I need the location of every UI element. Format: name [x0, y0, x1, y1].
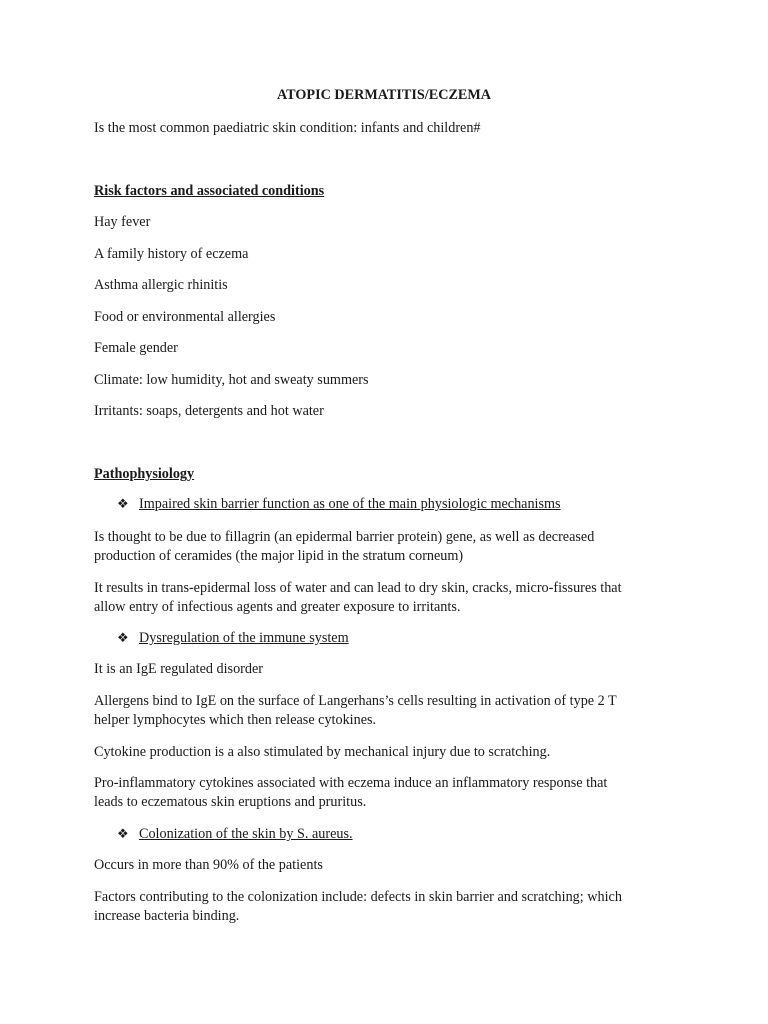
document-title: ATOPIC DERMATITIS/ECZEMA [276, 87, 492, 103]
paragraph-line: allow entry of infectious agents and greater exposure to irritants. [94, 599, 461, 615]
risk-item: Female gender [94, 340, 178, 356]
risk-factors-heading: Risk factors and associated conditions [94, 183, 325, 199]
paragraph-line: production of ceramides (the major lipid in the stratum corneum) [94, 548, 464, 564]
paragraph-line: Is thought to be due to fillagrin (an epidermal barrier protein) gene, as well as decreased [94, 529, 595, 545]
bullet-item [117, 628, 349, 648]
paragraph-line: It results in trans-epidermal loss of water and can lead to dry skin, cracks, micro-fissures that [94, 580, 622, 596]
diamond-bullet-icon: ❖ [117, 630, 129, 645]
risk-item: A family history of eczema [94, 246, 249, 262]
risk-item: Hay fever [94, 214, 151, 230]
bullet-item [117, 824, 353, 844]
risk-item: Irritants: soaps, detergents and hot water [94, 403, 324, 419]
paragraph-line: Occurs in more than 90% of the patients [94, 857, 323, 873]
risk-item: Food or environmental allergies [94, 309, 276, 325]
paragraph-line: Allergens bind to IgE on the surface of Langerhans’s cells resulting in activation of type 2 T [94, 693, 617, 709]
bullet-text: Colonization of the skin by S. aureus. [139, 826, 353, 842]
risk-item: Climate: low humidity, hot and sweaty summers [94, 372, 369, 388]
risk-item: Asthma allergic rhinitis [94, 277, 228, 293]
pathophysiology-heading: Pathophysiology [94, 466, 195, 482]
paragraph-line: increase bacteria binding. [94, 908, 240, 924]
bullet-text: Dysregulation of the immune system [139, 630, 349, 646]
paragraph-line: helper lymphocytes which then release cytokines. [94, 712, 377, 728]
bullet-item [117, 494, 561, 514]
intro-text: Is the most common paediatric skin condition: infants and children# [94, 120, 481, 136]
paragraph-line: Cytokine production is a also stimulated by mechanical injury due to scratching. [94, 744, 551, 760]
diamond-bullet-icon: ❖ [117, 496, 129, 511]
bullet-text: Impaired skin barrier function as one of the main physiologic mechanisms [139, 496, 561, 512]
diamond-bullet-icon: ❖ [117, 826, 129, 841]
paragraph-line: Factors contributing to the colonization include: defects in skin barrier and scratching; which [94, 889, 622, 905]
paragraph-line: It is an IgE regulated disorder [94, 661, 264, 677]
paragraph-line: leads to eczematous skin eruptions and pruritus. [94, 794, 367, 810]
paragraph-line: Pro-inflammatory cytokines associated with eczema induce an inflammatory response that [94, 775, 608, 791]
